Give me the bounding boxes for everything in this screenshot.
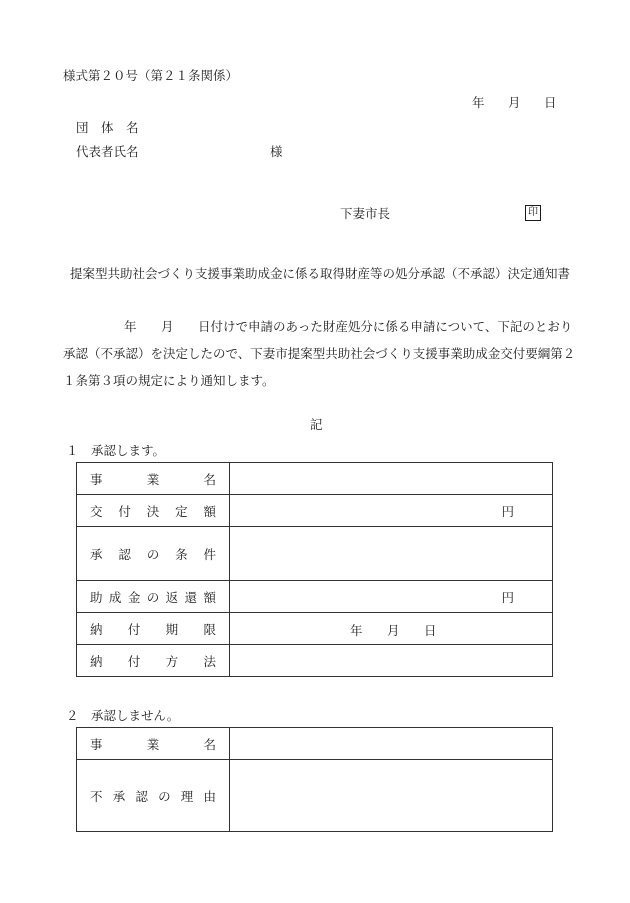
value-cell-date[interactable] [230, 613, 553, 645]
date-year-label: 年 [472, 95, 485, 110]
body-line1-text: 日付けで申請のあった財産処分に係る申請について、下記のとおり [198, 319, 573, 334]
org-name-label: 団 体 名 [76, 120, 139, 135]
table-row [77, 760, 553, 832]
label-cell: 事 業 名 [77, 728, 230, 760]
body-line-1 [63, 313, 573, 340]
date-day-label: 日 [544, 95, 557, 110]
label-cell: 承 認 の 条 件 [77, 527, 230, 581]
deadline-year: 年 [350, 623, 363, 638]
label-cell: 納 付 期 限 [77, 613, 230, 645]
section1-heading: １ 承認します。 [66, 443, 166, 458]
table-row [77, 527, 553, 581]
label-cell: 交 付 決 定 額 [77, 495, 230, 527]
label-cell: 事 業 名 [77, 463, 230, 495]
table-row [77, 728, 553, 760]
representative-label: 代表者氏名 [76, 144, 139, 159]
honorific: 様 [270, 144, 283, 159]
label-cell: 不 承 認 の 理 由 [77, 760, 230, 832]
document-title: 提案型共助社会づくり支援事業助成金に係る取得財産等の処分承認（不承認）決定通知書 [70, 266, 571, 281]
value-cell[interactable] [230, 645, 553, 677]
value-cell-yen[interactable]: 円 [230, 581, 553, 613]
form-number: 様式第２０号（第２１条関係） [63, 68, 239, 83]
value-cell[interactable] [230, 760, 553, 832]
label-cell: 助 成 金 の 返 還 額 [77, 581, 230, 613]
rejection-table [76, 727, 553, 832]
body-year: 年 [124, 319, 137, 334]
table-row [77, 463, 553, 495]
date-month-label: 月 [508, 95, 521, 110]
table-row [77, 645, 553, 677]
label-cell: 納 付 方 法 [77, 645, 230, 677]
table-row [77, 495, 553, 527]
approval-table [76, 462, 553, 677]
body-line-3: １条第３項の規定により通知します。 [63, 373, 275, 388]
issuer-name: 下妻市長 [340, 206, 391, 221]
body-line-2: 承認（不承認）を決定したので、下妻市提案型共助社会づくり支援事業助成金交付要綱第２ [63, 346, 576, 361]
value-cell[interactable] [230, 527, 553, 581]
ki-heading: 記 [310, 417, 323, 432]
section2-heading: ２ 承認しません。 [66, 708, 180, 723]
table-row [77, 613, 553, 645]
deadline-day: 日 [424, 623, 437, 638]
value-cell[interactable] [230, 463, 553, 495]
value-cell-yen[interactable]: 円 [230, 495, 553, 527]
seal-mark: 印 [525, 205, 541, 221]
table-row [77, 581, 553, 613]
value-cell[interactable] [230, 728, 553, 760]
body-month: 月 [161, 319, 174, 334]
deadline-month: 月 [387, 623, 400, 638]
